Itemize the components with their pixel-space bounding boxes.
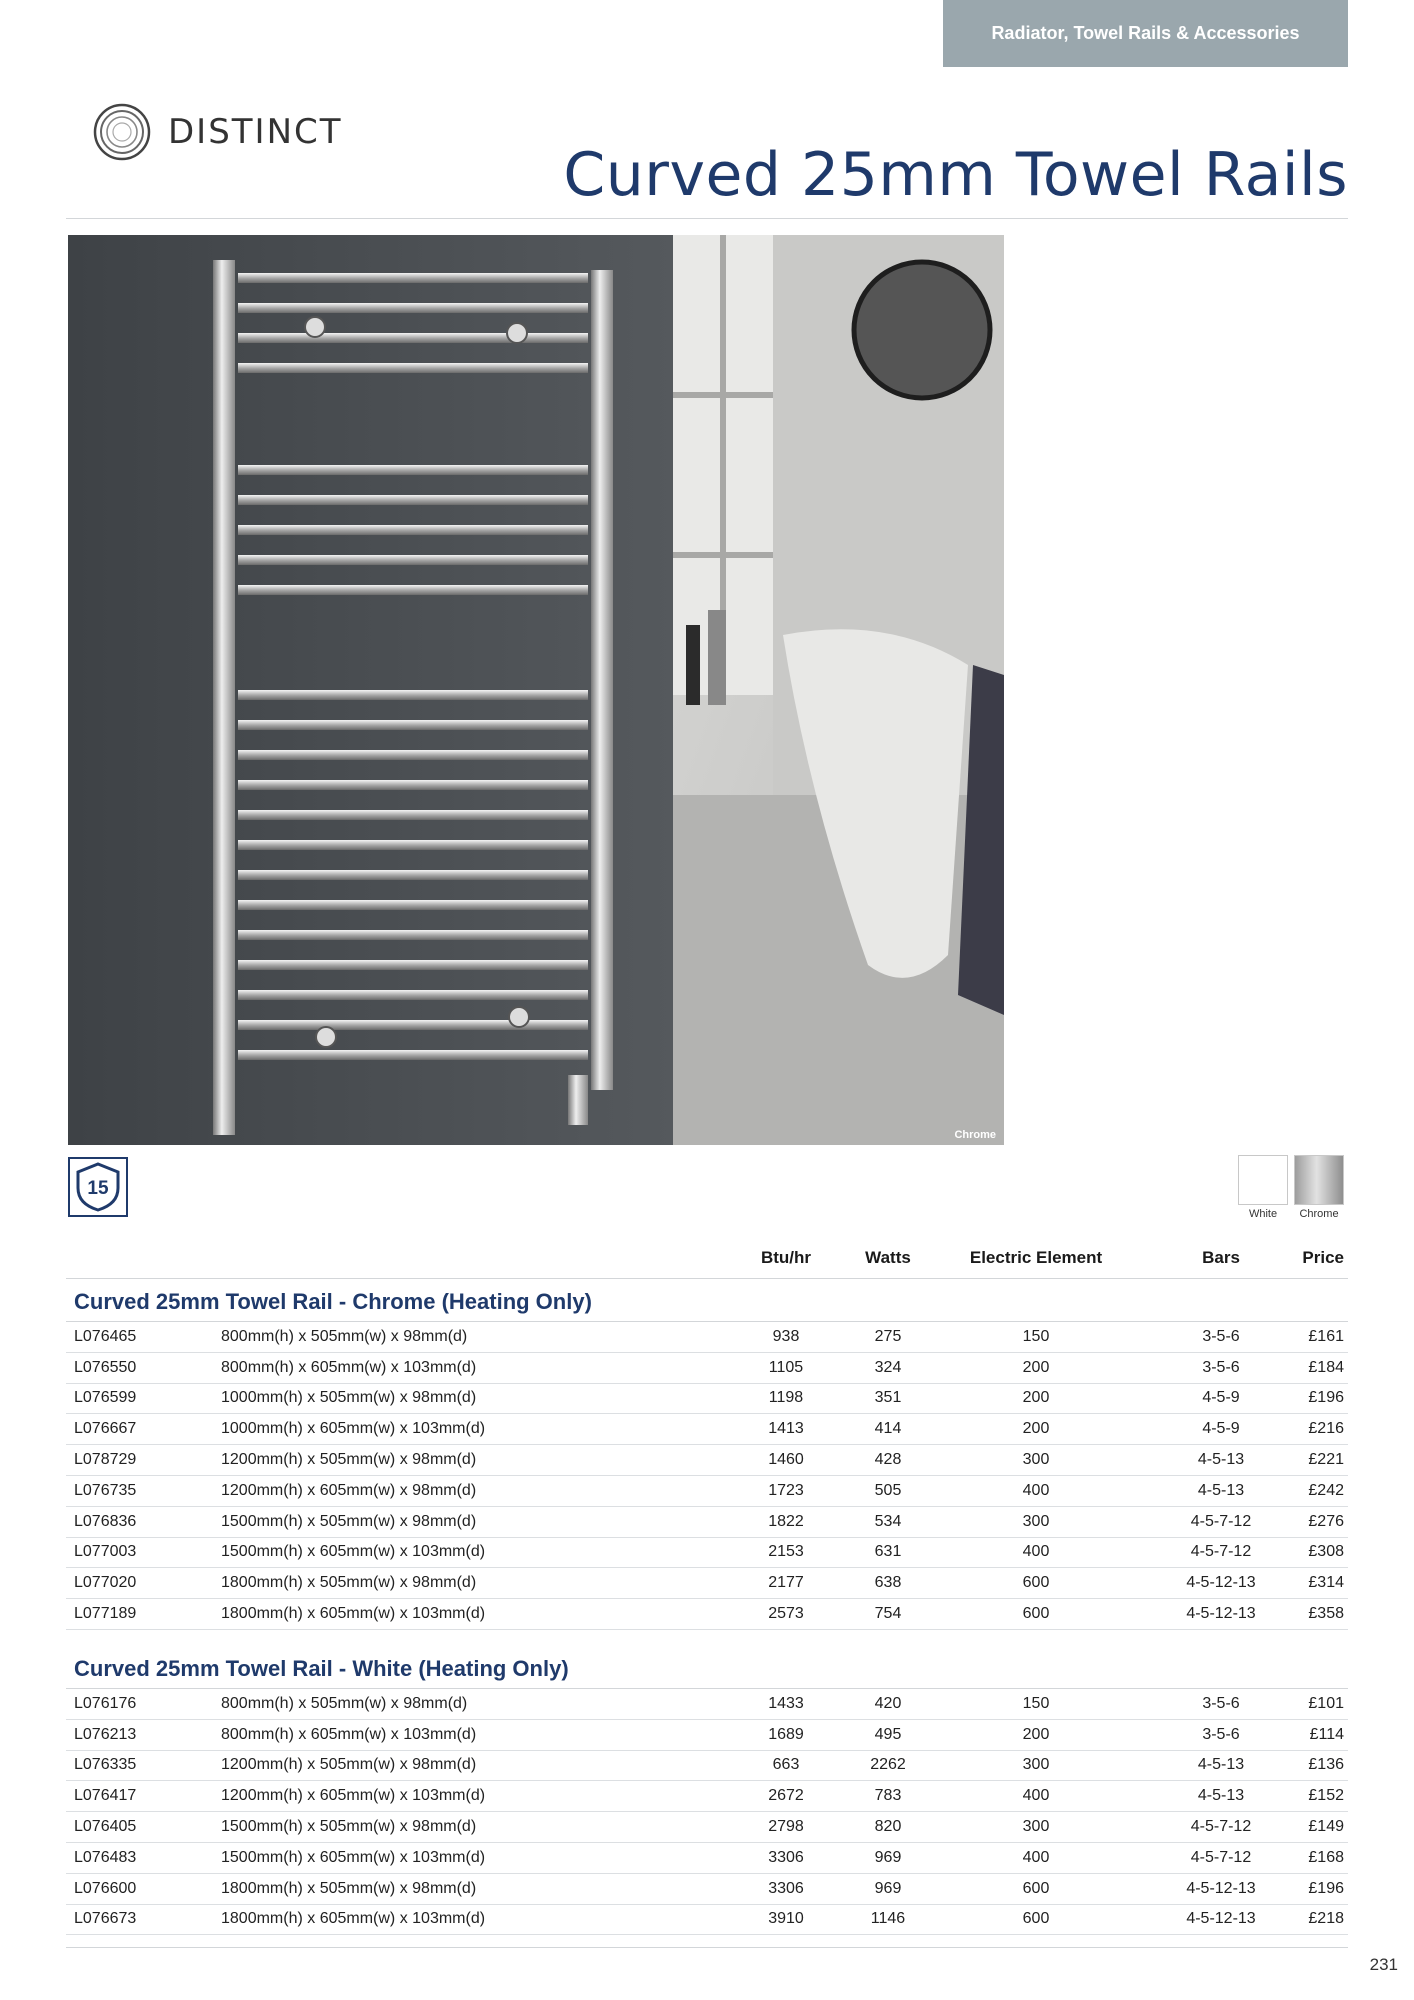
footer-divider bbox=[66, 1947, 1348, 1948]
element-value: 400 bbox=[1022, 1543, 1050, 1561]
product-code: L077020 bbox=[74, 1574, 137, 1592]
element-value: 400 bbox=[1022, 1481, 1050, 1499]
price-value: £152 bbox=[1308, 1787, 1344, 1805]
bars-value: 3-5-6 bbox=[1202, 1694, 1240, 1712]
element-value: 300 bbox=[1022, 1818, 1050, 1836]
btu-value: 1413 bbox=[768, 1420, 804, 1438]
price-value: £221 bbox=[1308, 1451, 1344, 1469]
swatch-white-chip bbox=[1238, 1155, 1288, 1205]
btu-value: 1198 bbox=[768, 1389, 804, 1407]
table-row bbox=[66, 1568, 1348, 1599]
bars-value: 4-5-7-12 bbox=[1190, 1848, 1252, 1866]
bars-value: 3-5-6 bbox=[1202, 1358, 1240, 1376]
product-dimensions: 1000mm(h) x 505mm(w) x 98mm(d) bbox=[221, 1389, 477, 1407]
element-value: 600 bbox=[1022, 1910, 1050, 1928]
element-value: 600 bbox=[1022, 1605, 1050, 1623]
watts-value: 969 bbox=[874, 1879, 902, 1897]
btu-value: 3910 bbox=[768, 1910, 804, 1928]
brand-logo bbox=[92, 102, 343, 162]
table-row bbox=[66, 1414, 1348, 1445]
watts-value: 495 bbox=[874, 1725, 902, 1743]
price-value: £218 bbox=[1308, 1910, 1344, 1928]
product-code: L077189 bbox=[74, 1605, 137, 1623]
title-divider bbox=[66, 218, 1348, 219]
price-value: £196 bbox=[1308, 1879, 1344, 1897]
watts-value: 324 bbox=[874, 1358, 902, 1376]
product-code: L076405 bbox=[74, 1818, 137, 1836]
page-number: 231 bbox=[1369, 1955, 1398, 1974]
guarantee-badge bbox=[68, 1157, 128, 1217]
product-code: L076735 bbox=[74, 1481, 137, 1499]
swatch-chrome bbox=[1294, 1155, 1344, 1220]
section-title-chrome: Curved 25mm Towel Rail - Chrome (Heating Only) bbox=[66, 1282, 1348, 1322]
price-value: £276 bbox=[1308, 1512, 1344, 1530]
swatch-white bbox=[1238, 1155, 1288, 1220]
table-row bbox=[66, 1384, 1348, 1415]
product-dimensions: 1800mm(h) x 605mm(w) x 103mm(d) bbox=[221, 1605, 486, 1623]
bars-value: 4-5-7-12 bbox=[1190, 1818, 1252, 1836]
product-code: L076465 bbox=[74, 1327, 137, 1345]
element-value: 200 bbox=[1022, 1420, 1050, 1438]
towel-rail-bathroom-image bbox=[68, 235, 1004, 1145]
element-value: 150 bbox=[1022, 1694, 1050, 1712]
table-row bbox=[66, 1843, 1348, 1874]
price-value: £358 bbox=[1308, 1605, 1344, 1623]
element-value: 150 bbox=[1022, 1327, 1050, 1345]
section-tab: Radiator, Towel Rails & Accessories bbox=[943, 0, 1348, 67]
table-row bbox=[66, 1445, 1348, 1476]
price-value: £196 bbox=[1308, 1389, 1344, 1407]
product-dimensions: 1800mm(h) x 605mm(w) x 103mm(d) bbox=[221, 1910, 486, 1928]
table-row bbox=[66, 1599, 1348, 1630]
product-code: L076667 bbox=[74, 1420, 137, 1438]
table-row bbox=[66, 1874, 1348, 1905]
product-dimensions: 800mm(h) x 605mm(w) x 103mm(d) bbox=[221, 1725, 477, 1743]
brand-name: DISTINCT bbox=[168, 112, 343, 152]
swatch-chrome-chip bbox=[1294, 1155, 1344, 1205]
product-code: L078729 bbox=[74, 1451, 137, 1469]
product-dimensions: 1500mm(h) x 505mm(w) x 98mm(d) bbox=[221, 1818, 477, 1836]
product-dimensions: 1200mm(h) x 505mm(w) x 98mm(d) bbox=[221, 1756, 477, 1774]
product-code: L076335 bbox=[74, 1756, 137, 1774]
product-code: L077003 bbox=[74, 1543, 137, 1561]
element-value: 300 bbox=[1022, 1512, 1050, 1530]
bars-value: 4-5-12-13 bbox=[1186, 1605, 1256, 1623]
product-code: L076673 bbox=[74, 1910, 137, 1928]
watts-value: 754 bbox=[874, 1605, 902, 1623]
product-code: L076600 bbox=[74, 1879, 137, 1897]
table-row bbox=[66, 1781, 1348, 1812]
element-value: 200 bbox=[1022, 1389, 1050, 1407]
price-value: £136 bbox=[1308, 1756, 1344, 1774]
table-row bbox=[66, 1507, 1348, 1538]
bars-value: 4-5-12-13 bbox=[1186, 1910, 1256, 1928]
btu-value: 2177 bbox=[768, 1574, 804, 1592]
price-value: £101 bbox=[1308, 1694, 1344, 1712]
chrome-table-rows bbox=[66, 1322, 1348, 1630]
element-value: 200 bbox=[1022, 1358, 1050, 1376]
product-dimensions: 1200mm(h) x 605mm(w) x 98mm(d) bbox=[221, 1481, 477, 1499]
price-value: £161 bbox=[1308, 1327, 1344, 1345]
product-code: L076550 bbox=[74, 1358, 137, 1376]
btu-value: 663 bbox=[772, 1756, 800, 1774]
table-row bbox=[66, 1689, 1348, 1720]
watts-value: 820 bbox=[874, 1818, 902, 1836]
product-dimensions: 1500mm(h) x 605mm(w) x 103mm(d) bbox=[221, 1543, 486, 1561]
bars-value: 4-5-9 bbox=[1202, 1389, 1240, 1407]
swatch-label: Chrome bbox=[1299, 1208, 1339, 1220]
product-dimensions: 1800mm(h) x 505mm(w) x 98mm(d) bbox=[221, 1574, 477, 1592]
watts-value: 505 bbox=[874, 1481, 902, 1499]
product-dimensions: 800mm(h) x 605mm(w) x 103mm(d) bbox=[221, 1358, 477, 1376]
table-row bbox=[66, 1812, 1348, 1843]
element-value: 400 bbox=[1022, 1848, 1050, 1866]
element-value: 400 bbox=[1022, 1787, 1050, 1805]
btu-value: 1689 bbox=[768, 1725, 804, 1743]
element-value: 600 bbox=[1022, 1574, 1050, 1592]
product-dimensions: 1200mm(h) x 605mm(w) x 103mm(d) bbox=[221, 1787, 486, 1805]
guarantee-years: 15 bbox=[87, 1178, 109, 1199]
table-row bbox=[66, 1720, 1348, 1751]
table-row bbox=[66, 1353, 1348, 1384]
col-header-price: Price bbox=[1302, 1248, 1344, 1267]
product-code: L076176 bbox=[74, 1694, 137, 1712]
btu-value: 2672 bbox=[768, 1787, 804, 1805]
btu-value: 1723 bbox=[768, 1481, 804, 1499]
btu-value: 2798 bbox=[768, 1818, 804, 1836]
price-value: £314 bbox=[1308, 1574, 1344, 1592]
watts-value: 1146 bbox=[870, 1910, 906, 1928]
product-dimensions: 1500mm(h) x 505mm(w) x 98mm(d) bbox=[221, 1512, 477, 1530]
watts-value: 783 bbox=[874, 1787, 902, 1805]
btu-value: 3306 bbox=[768, 1879, 804, 1897]
price-value: £216 bbox=[1308, 1420, 1344, 1438]
table-row bbox=[66, 1751, 1348, 1782]
price-value: £168 bbox=[1308, 1848, 1344, 1866]
distinct-logo-icon bbox=[92, 102, 152, 162]
table-row bbox=[66, 1322, 1348, 1353]
watts-value: 631 bbox=[874, 1543, 902, 1561]
table-header bbox=[66, 1238, 1348, 1279]
price-value: £184 bbox=[1308, 1358, 1344, 1376]
product-code: L076599 bbox=[74, 1389, 137, 1407]
product-photo bbox=[68, 235, 1004, 1145]
product-code: L076836 bbox=[74, 1512, 137, 1530]
section-title-white: Curved 25mm Towel Rail - White (Heating Only) bbox=[66, 1649, 1348, 1689]
table-row bbox=[66, 1905, 1348, 1936]
product-dimensions: 1500mm(h) x 605mm(w) x 103mm(d) bbox=[221, 1848, 486, 1866]
table-row bbox=[66, 1538, 1348, 1569]
watts-value: 2262 bbox=[870, 1756, 906, 1774]
product-dimensions: 1000mm(h) x 605mm(w) x 103mm(d) bbox=[221, 1420, 486, 1438]
product-dimensions: 800mm(h) x 505mm(w) x 98mm(d) bbox=[221, 1327, 468, 1345]
bars-value: 3-5-6 bbox=[1202, 1327, 1240, 1345]
watts-value: 534 bbox=[874, 1512, 902, 1530]
btu-value: 3306 bbox=[768, 1848, 804, 1866]
price-value: £149 bbox=[1308, 1818, 1344, 1836]
element-value: 300 bbox=[1022, 1451, 1050, 1469]
shield-icon bbox=[74, 1162, 122, 1212]
btu-value: 938 bbox=[772, 1327, 800, 1345]
price-value: £308 bbox=[1308, 1543, 1344, 1561]
btu-value: 2573 bbox=[768, 1605, 804, 1623]
bars-value: 4-5-13 bbox=[1197, 1756, 1245, 1774]
product-dimensions: 1800mm(h) x 505mm(w) x 98mm(d) bbox=[221, 1879, 477, 1897]
watts-value: 638 bbox=[874, 1574, 902, 1592]
btu-value: 1460 bbox=[768, 1451, 804, 1469]
watts-value: 420 bbox=[874, 1694, 902, 1712]
photo-caption: Chrome bbox=[954, 1129, 996, 1141]
bars-value: 3-5-6 bbox=[1202, 1725, 1240, 1743]
watts-value: 414 bbox=[874, 1420, 902, 1438]
product-code: L076417 bbox=[74, 1787, 137, 1805]
page-title: Curved 25mm Towel Rails bbox=[563, 140, 1348, 210]
bars-value: 4-5-9 bbox=[1202, 1420, 1240, 1438]
table-row bbox=[66, 1476, 1348, 1507]
bars-value: 4-5-7-12 bbox=[1190, 1543, 1252, 1561]
price-value: £114 bbox=[1309, 1725, 1344, 1743]
product-dimensions: 800mm(h) x 505mm(w) x 98mm(d) bbox=[221, 1694, 468, 1712]
product-code: L076213 bbox=[74, 1725, 137, 1743]
bars-value: 4-5-13 bbox=[1197, 1787, 1245, 1805]
col-header-btu: Btu/hr bbox=[760, 1248, 812, 1267]
watts-value: 428 bbox=[874, 1451, 902, 1469]
col-header-element: Electric Element bbox=[969, 1248, 1103, 1267]
btu-value: 1433 bbox=[768, 1694, 804, 1712]
watts-value: 969 bbox=[874, 1848, 902, 1866]
col-header-watts: Watts bbox=[865, 1248, 911, 1267]
bars-value: 4-5-13 bbox=[1197, 1451, 1245, 1469]
btu-value: 1822 bbox=[768, 1512, 804, 1530]
price-value: £242 bbox=[1308, 1481, 1344, 1499]
swatch-label: White bbox=[1248, 1208, 1278, 1220]
white-table-rows bbox=[66, 1689, 1348, 1935]
element-value: 600 bbox=[1022, 1879, 1050, 1897]
bars-value: 4-5-12-13 bbox=[1186, 1574, 1256, 1592]
element-value: 200 bbox=[1022, 1725, 1050, 1743]
finish-swatches bbox=[1238, 1155, 1344, 1220]
col-header-bars: Bars bbox=[1202, 1248, 1240, 1267]
product-code: L076483 bbox=[74, 1848, 137, 1866]
btu-value: 2153 bbox=[768, 1543, 804, 1561]
bars-value: 4-5-13 bbox=[1197, 1481, 1245, 1499]
btu-value: 1105 bbox=[768, 1358, 804, 1376]
bars-value: 4-5-12-13 bbox=[1186, 1879, 1256, 1897]
product-dimensions: 1200mm(h) x 505mm(w) x 98mm(d) bbox=[221, 1451, 477, 1469]
element-value: 300 bbox=[1022, 1756, 1050, 1774]
bars-value: 4-5-7-12 bbox=[1190, 1512, 1252, 1530]
watts-value: 351 bbox=[874, 1389, 902, 1407]
watts-value: 275 bbox=[874, 1327, 902, 1345]
